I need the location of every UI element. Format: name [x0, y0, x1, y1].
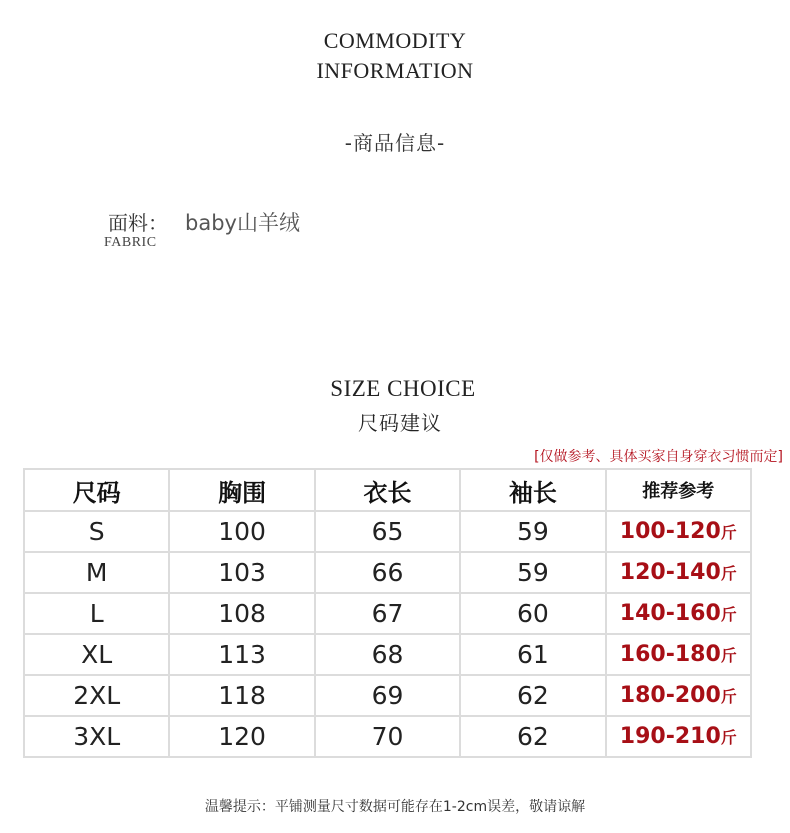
title-line-1: COMMODITY — [323, 28, 467, 53]
header-length: 衣长 — [315, 469, 460, 511]
cell-length: 69 — [315, 675, 460, 716]
cell-recommended — [606, 593, 751, 634]
cell-chest: 120 — [169, 716, 314, 757]
cell-size: 2XL — [24, 675, 169, 716]
header-recommended: 推荐参考 — [606, 469, 751, 511]
table-row — [24, 593, 751, 634]
table-row — [24, 675, 751, 716]
size-suggestion-title: 尺码建议 — [358, 411, 442, 435]
cell-sleeve: 60 — [460, 593, 605, 634]
weight-unit: 斤 — [720, 728, 737, 747]
fabric-label: 面料： — [108, 211, 168, 235]
weight-unit: 斤 — [720, 646, 737, 665]
cell-recommended — [606, 716, 751, 757]
weight-range: 100-120 — [619, 519, 721, 544]
cell-size: L — [24, 593, 169, 634]
cell-size: 3XL — [24, 716, 169, 757]
cell-recommended — [606, 675, 751, 716]
weight-unit: 斤 — [720, 605, 737, 624]
fabric-label-en: FABRIC — [104, 235, 157, 250]
cell-sleeve: 59 — [460, 511, 605, 552]
cell-sleeve: 59 — [460, 552, 605, 593]
weight-range: 190-210 — [619, 724, 721, 749]
header-chest: 胸围 — [169, 469, 314, 511]
title-line-2: INFORMATION — [316, 58, 474, 83]
weight-unit: 斤 — [720, 687, 737, 706]
cell-length: 66 — [315, 552, 460, 593]
weight-range: 180-200 — [619, 683, 721, 708]
header-sleeve: 袖长 — [460, 469, 605, 511]
cell-chest: 118 — [169, 675, 314, 716]
product-info-subtitle: -商品信息- — [344, 131, 446, 155]
weight-range: 160-180 — [619, 642, 721, 667]
cell-sleeve: 62 — [460, 675, 605, 716]
size-disclaimer-note: [仅做参考、具体买家自身穿衣习惯而定] — [534, 449, 783, 465]
commodity-information-title — [0, 26, 790, 86]
size-choice-title: SIZE CHOICE — [330, 376, 476, 401]
weight-range: 140-160 — [619, 601, 721, 626]
cell-recommended — [606, 511, 751, 552]
cell-sleeve: 62 — [460, 716, 605, 757]
weight-range: 120-140 — [619, 560, 721, 585]
cell-recommended — [606, 552, 751, 593]
cell-chest: 113 — [169, 634, 314, 675]
cell-length: 65 — [315, 511, 460, 552]
cell-size: XL — [24, 634, 169, 675]
table-row — [24, 716, 751, 757]
fabric-value: baby山羊绒 — [185, 211, 300, 235]
cell-chest: 100 — [169, 511, 314, 552]
weight-unit: 斤 — [720, 523, 737, 542]
cell-recommended — [606, 634, 751, 675]
cell-length: 70 — [315, 716, 460, 757]
cell-size: M — [24, 552, 169, 593]
size-table — [23, 468, 752, 758]
table-row — [24, 552, 751, 593]
size-table-header-row — [24, 469, 751, 511]
cell-length: 68 — [315, 634, 460, 675]
table-row — [24, 511, 751, 552]
cell-size: S — [24, 511, 169, 552]
cell-length: 67 — [315, 593, 460, 634]
cell-sleeve: 61 — [460, 634, 605, 675]
weight-unit: 斤 — [720, 564, 737, 583]
measurement-tip: 温馨提示：平铺测量尺寸数据可能存在1-2cm误差，敬请谅解 — [204, 799, 586, 815]
cell-chest: 103 — [169, 552, 314, 593]
header-size: 尺码 — [24, 469, 169, 511]
cell-chest: 108 — [169, 593, 314, 634]
table-row — [24, 634, 751, 675]
